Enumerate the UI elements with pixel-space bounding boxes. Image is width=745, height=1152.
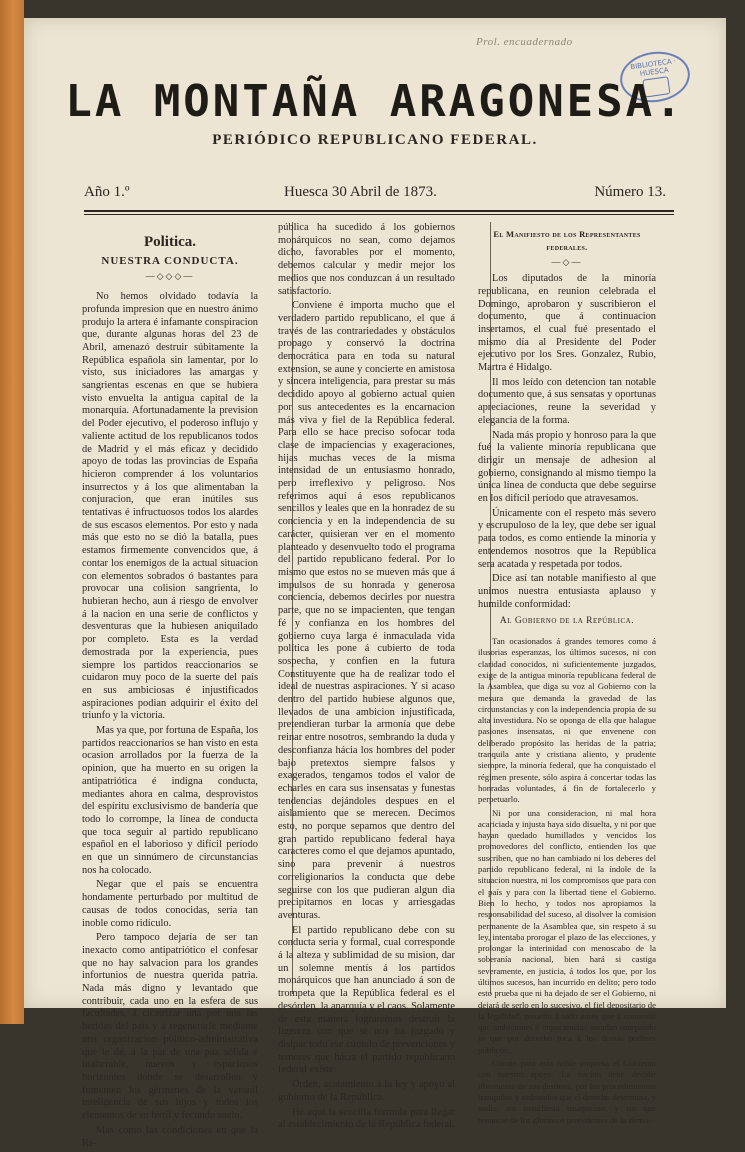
- pencil-note: Prol. encuadernado: [476, 36, 573, 48]
- article-heading: NUESTRA CONDUCTA.: [101, 254, 239, 267]
- stamp-text: BIBLIOTECA · HUESCA: [629, 56, 677, 79]
- paragraph: Órden, acatamiento á la ley y apoyo al gobierno de la República.: [278, 1079, 455, 1103]
- paragraph: El partido republicano debe con su conducta seria y formal, cual corresponde á la alteza y sublimidad de su mision, dar un solemne mentís á los partidos monárquicos que han anunciado á son de trompeta que la República federal es el desórden, la anarquía y el caos. Solamente de esta manera lograremos destruir la ligereza con que se nos ha juzgado y disipar todo ese cúmulo de prevenciones y temores que hácia el partido republicano federal existe.: [278, 924, 455, 1076]
- paragraph: Únicamente con el respeto más severo y escrupuloso de la ley, que debe ser igual para todos, es como entiende la minoría y entendemos nosotros que la República sera acatada y respetada por todos.: [478, 507, 656, 570]
- paragraph: Mas ya que, por fortuna de España, los partidos reaccionarios se han visto en esta ocasion arrollados por la fuerza de la opinion, que ha muerto en su origen la antipatriótica é indigna conducta, mediantes ahora en calma, desprovistos del espíritu exclusivismo de bandería que todo lo corrompe, la línea de conducta que toca seguir al partido republicano español en el laborioso y difícil período en que un sinnúmero de circunstancias nos ha colocado.: [82, 725, 258, 876]
- paragraph: Mas como las condiciones en que la Re-: [82, 1124, 258, 1149]
- issue-number: Número 13.: [594, 184, 666, 200]
- book-spine: [0, 0, 24, 1024]
- paragraph: pública ha sucedido á los gobiernos monárquicos no sean, como dejamos dicho, favorables por el momento, debemos calcular y medir mejor los medios que nos conduzcan á un resultado satisfactorio.: [278, 222, 455, 297]
- dateline: [84, 184, 666, 206]
- masthead-rule-thin: [84, 214, 674, 215]
- masthead-title: LA MONTAÑA ARAGONESA.: [65, 76, 685, 127]
- paragraph: Negar que el país se encuentra hondamente perturbado por multitud de causas de todos conocidas, sería tan inoble como ridículo.: [82, 879, 258, 929]
- paragraph: Nada más propio y honroso para la que fué la valiente minoría republicana que dirigir un mensaje de adhesion al gobierno, consignando al mismo tiempo la única línea de conducta que debe seguirse en los difícil período que atravesamos.: [478, 429, 656, 505]
- article-heading: El Manifiesto de los Representantes federales.: [493, 229, 641, 252]
- paragraph: Hé aquí la sencilla fórmula para llegar al establecimiento de la República federal.: [278, 1106, 455, 1131]
- issue-date: Huesca 30 Abril de 1873.: [284, 184, 437, 200]
- paragraph: Conviene é importa mucho que el verdadero partido republicano, el que á través de las contrariedades y obstáculos propago y conservó la doctrina democrática para en toda su natural extension, se aune y concierte en amistosa y sincera inteligencia, para prestar su más decidido apoyo al gobierno actual quien por sus antecedentes es la encarnacion más viva y fiel de la República federal. Para ello se hace preciso sofocar toda clase de impaciencias y exageraciones, hijas muchas veces de la misma intensidad de un entusiasmo honrado, pero irreflexivo y peligroso. Nos referimos aquí á esos republicanos sencillos y leales que en la honradez de su conciencia y en la independencia de su carácter, quisieran ver en el momento planteado y desenvuelto todo el programa del partido republicano federal. Por lo mismo que estos no se mueven más que á impulsos de su honrada y generosa conciencia, debemos decirles por nuestra parte, que no se impacienten, que tengan fé y confianza en los hombres del gobierno cuya larga é inmaculada vida política les pone á cubierto de toda sospecha, y confien en la futura Constituyente que ha de realizar todo el ideal de nuestras aspiraciones. Y si acaso dentro del partido hubiese algunos que, llevados de una ambicion injustificada, pretendieran turbar la armonía que debe reinar entre nosotros, sembrando la duda y desconfianza hácia los hombres del poder bajo pretextos siempre falsos y exagerados, tengamos todos el valor de echarles en cara sus insensatas y funestas tendencias dejándoles despues en el aislamiento que se merecen. Decimos esto, no porque sepamos que dentro del gran partido republicano federal haya caracteres como el que dejamos apuntado, sino para prevenir á nuestros correligionarios la conducta que debe seguirse con los que pudieran algun dia precipitarnos en locas y arriesgadas aventuras.: [278, 300, 455, 921]
- paragraph: Dice así tan notable manifiesto al que unimos nuestra entusiasta aplauso y humilde conformidad:: [478, 573, 656, 610]
- column-2: [278, 222, 455, 1134]
- manifesto-heading: Al Gobierno de la República.: [499, 616, 635, 627]
- column-1: [82, 232, 258, 1152]
- paragraph: Cuente para esta noble empresa el Gobierno con nuestro apoyo. La nacion debe decidir libremente de sus destinos, por los procedimientos tranquilos y ordenados que el derecho determina, y nadie, sin manifiesta usurpacion, y sin que renuncie de los gloriosos precedentes de la demo-: [478, 1058, 656, 1125]
- heading-ornament: —◇◇◇—: [145, 271, 195, 282]
- paragraph: Il mos leído con detencion tan notable documento que, á sus sensatas y oportunas apreciaciones, reune la severidad y elegancia de la forma.: [478, 376, 656, 426]
- paragraph: Tan ocasionados á grandes temores como á ilusorias esperanzas, los últimos sucesos, ni con claridad conocidos, ni suficientemente juzgados, exige de la antigua minoría republicana federal de la Asamblea, que diga su voz al Gobierno con la mesura que demanda la gravedad de las circunstancias y con la independencia propia de su alta investidura. No se oponga de ella que halague pasiones insensatas, ni que envenene con deliberado propósito las heridas de la patria; tranquila ante y cristiana aliento, y prudente siempre, la minoría federal, que ha conquistado el régimen presente, sólo aspira á concertar todas las honradas voluntades, á fin de fortalecerlo y perpetuarlo.: [478, 636, 656, 805]
- issue-year: Año 1.º: [84, 184, 130, 200]
- paragraph: Pero tampoco dejaría de ser tan inexacto como antipatriótico el confesar que no hay salvacion para los grandes infortunios de nuestra querida patria. Nada más digno y levantado que contribuir, cada uno en la esfera de sus facultades, á cicatrizar una por una las heridas del país y á regenerarle mediante una organizacion político-administrativa que le dé, á la par de una paz sólida é inalterable, nuevos y espaciosos horizontes donde se desarrollen y fomenten los gérmenes de la varonil inteligencia de sus hijos y todos los elementos de su fértil y fecundo suelo.: [82, 932, 258, 1122]
- paragraph: Los diputados de la minoría republicana, en reunion celebrada el Domingo, aprobaron y suscribieron el documento, que á continuacion insertamos, el cual fué presentado el mismo día al Presidente del Poder ejecutivo por los Sres. Gonzalez, Rubio, Martra é Hidalgo.: [478, 273, 656, 374]
- section-title: Politica.: [143, 234, 197, 250]
- heading-ornament: —◇—: [551, 257, 583, 268]
- masthead-rule: [84, 210, 674, 212]
- newspaper-page: [24, 18, 726, 1149]
- masthead-subtitle: PERIÓDICO REPUBLICANO FEDERAL.: [212, 132, 538, 148]
- column-3: [478, 226, 656, 1128]
- paragraph: Ni por una consideracion, ni mal hora acariciada y injusta haya sido disuelta, y ni por que hayan quedado humillados y vencidos los promovedores del conflicto, entienden los que suscriben, que no han cambiado ni los deberes del partido republicano federal, ni la índole de la situacion nuestra, ni los compromisos que para con el país y para con la libertad tiene el Gobierno. Bien lo hecho, y todos nos apropiamos la responsabilidad del suceso, al disolver la comision permanente de la Asamblea que, sin respeto á su ley, intentaba prorogar el plazo de las elecciones, y prolongar la interinidad con menoscabo de la soberanía nacional, bien hará si castiga severamente, en justicia, á todos los que, por los últimos sucesos, han incurrido en delito; pero todo esto prueba que ni ha dejado de ser el Gobierno, ni dejará de serlo en lo sucesivo, el fiel depositario de la legalidad, resuelto á todo antes que á consentir que ambiciones é impaciencias invadan usurpando lo que por derecho toca á los demás poderes públicos.: [478, 807, 656, 1055]
- paragraph: No hemos olvidado todavía la profunda impresion que en nuestro ánimo produjo la artera é infamante conspiracion que, durante algunas horas del 23 de Abril, amenazó destruir súbitamente la República española sin lamentar, por lo visto, sus iniciadores las amargas y sangrientas escenas en que se hubiera visto envuelta la antigua capital de la monarquía. Afortunadamente la prevision del Poder ejecutivo, el poderoso influjo y valiente actitud de los republicanos todos de Madrid y el más eficaz y decidido apoyo de todas las provincias de España hicieron comprender á los voluntarios insurrectos y á los que alimentaban la conjuracion, que eran inútiles sus tentativas é infructuosos todos los alardes de sus escasos elementos. Por esto y nada más que esto no se dió la batalla, pues estamos firmemente convencidos que, á contar los enemigos de la actual situacion con elementos sobrados ó bastantes para provocar una colision sangrienta, lo hubieran hecho, aun á riesgo de envolver á la nacion en una serie de conflictos y desventuras que la hubiesen aniquilado por completo. Esta es la verdad demostrada por la experiencia, pues siempre los partidos reaccionarios se cuidaron muy poco de la suerte del país en sus ambiciosas é injustificados aspiraciones podian adquirir el éxito del triunfo y la victoria.: [82, 291, 258, 722]
